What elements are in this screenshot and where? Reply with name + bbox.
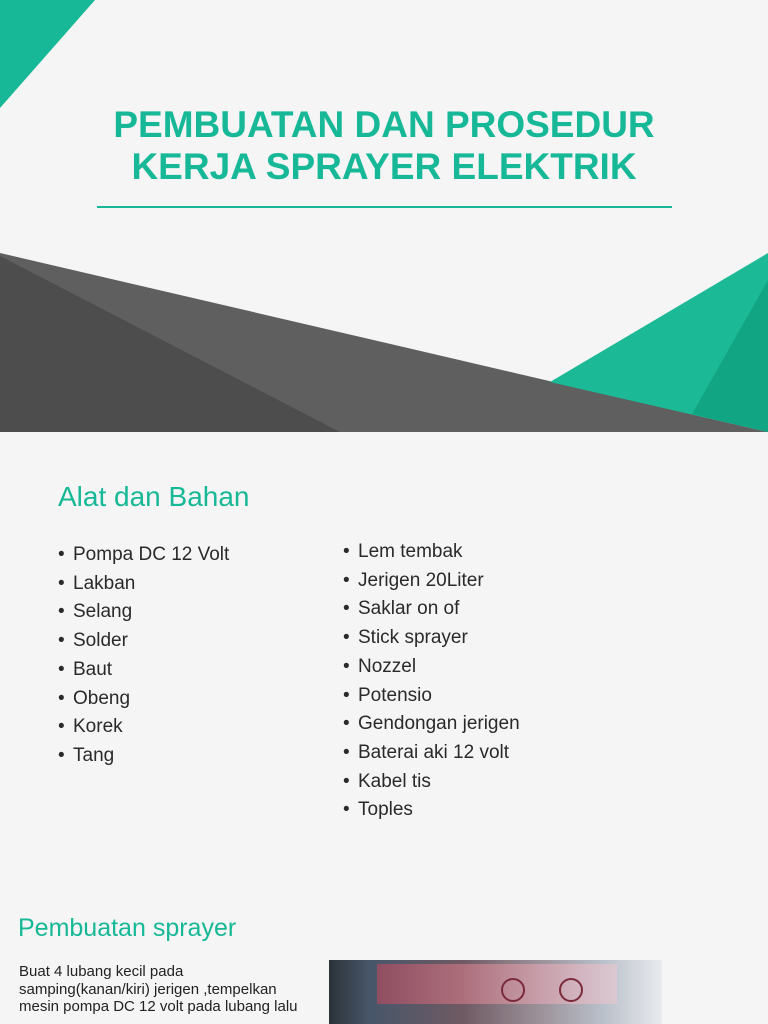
materials-item: • Kabel tis [343,768,520,797]
materials-item: • Baterai aki 12 volt [343,739,520,768]
materials-item: • Lakban [58,570,229,599]
materials-list-right [343,538,520,825]
title-divider [97,206,672,208]
materials-item: • Saklar on of [343,595,520,624]
sprayer-photo [329,960,662,1024]
materials-item: • Nozzel [343,653,520,682]
materials-slide [0,432,768,864]
materials-heading: Alat dan Bahan [58,481,250,512]
title-line-1: PEMBUATAN DAN PROSEDUR [113,104,655,145]
materials-item: • Obeng [58,685,229,714]
presentation-title [84,104,684,188]
materials-item: • Selang [58,598,229,627]
title-line-2: KERJA SPRAYER ELEKTRIK [131,146,637,187]
materials-item: • Stick sprayer [343,624,520,653]
decorative-shapes [0,0,768,432]
corner-triangle-accent [0,0,95,108]
procedure-heading: Pembuatan sprayer [18,914,237,942]
materials-item: • Lem tembak [343,538,520,567]
no-sign-icon [501,978,525,1002]
materials-item: • Potensio [343,682,520,711]
materials-item: • Pompa DC 12 Volt [58,541,229,570]
warning-sign-icon [559,978,583,1002]
materials-list-left [58,541,229,771]
materials-item: • Toples [343,796,520,825]
materials-item: • Korek [58,713,229,742]
title-slide [0,0,768,432]
materials-item: • Gendongan jerigen [343,710,520,739]
procedure-slide [0,864,768,1024]
procedure-text: Buat 4 lubang kecil pada samping(kanan/kiri) jerigen ,tempelkan mesin pompa DC 12 volt pada lubang lalu [19,963,298,1015]
materials-item: • Jerigen 20Liter [343,567,520,596]
materials-item: • Tang [58,742,229,771]
materials-item: • Solder [58,627,229,656]
materials-item: • Baut [58,656,229,685]
